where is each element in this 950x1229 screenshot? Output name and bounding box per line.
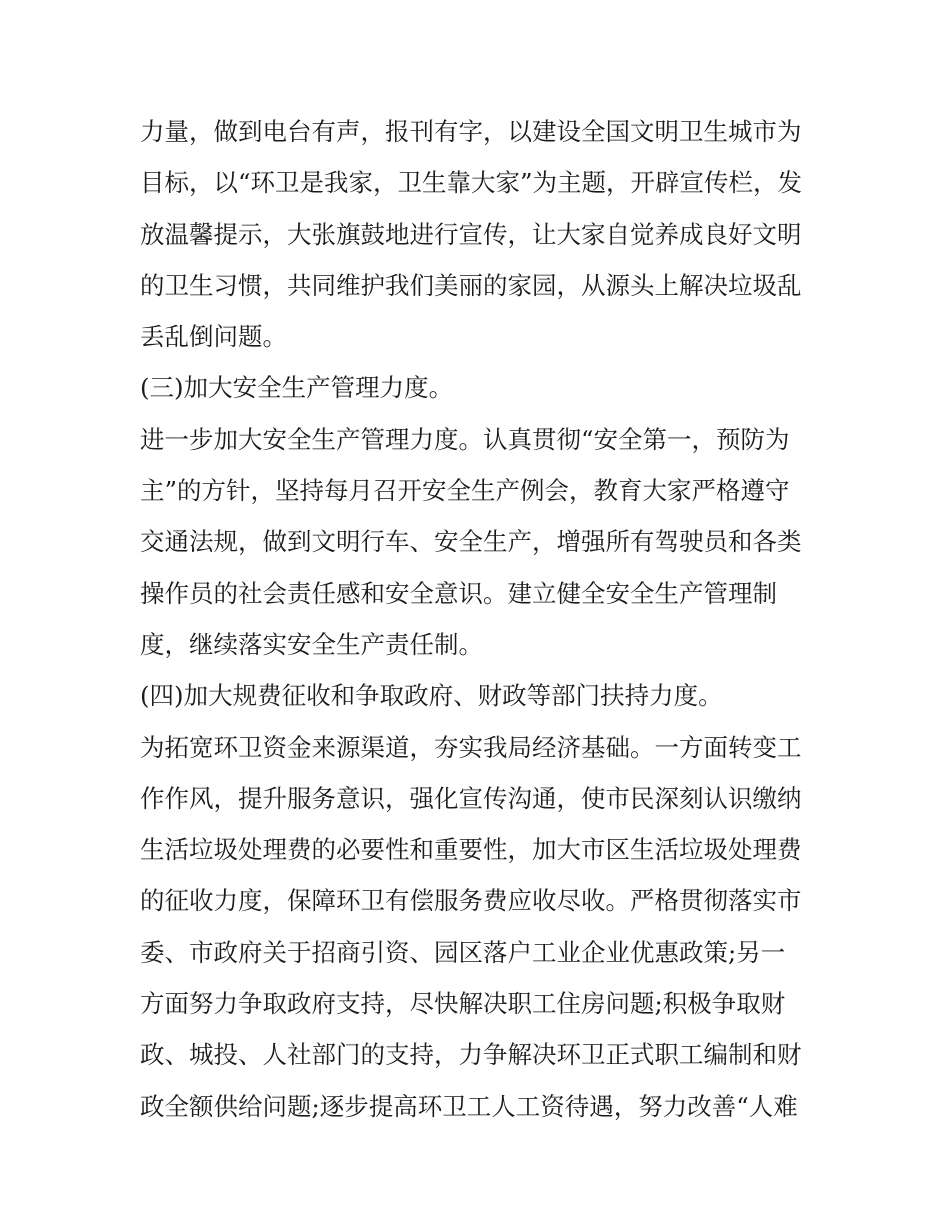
- text-line: 放温馨提示，大张旗鼓地进行宣传，让大家自觉养成良好文明: [140, 219, 802, 249]
- section-heading: (三)加大安全生产管理力度。: [140, 373, 454, 403]
- text-line: 进一步加大安全生产管理力度。认真贯彻“安全第一，预防为: [140, 424, 790, 454]
- text-line: 主”的方针，坚持每月召开安全生产例会，教育大家严格遵守: [140, 476, 790, 506]
- text-line: 作作风，提升服务意识，强化宣传沟通，使市民深刻认识缴纳: [140, 783, 802, 813]
- text-line: 的卫生习惯，共同维护我们美丽的家园，从源头上解决垃圾乱: [140, 270, 802, 300]
- text-line: 操作员的社会责任感和安全意识。建立健全安全生产管理制: [140, 578, 777, 608]
- text-line: 交通法规，做到文明行车、安全生产，增强所有驾驶员和各类: [140, 527, 802, 557]
- text-line: 委、市政府关于招商引资、园区落户工业企业优惠政策;另一: [140, 937, 786, 967]
- text-line: 丢乱倒问题。: [140, 322, 287, 352]
- text-line: 政全额供给问题;逐步提高环卫工人工资待遇，努力改善“人难: [140, 1091, 798, 1121]
- text-line: 生活垃圾处理费的必要性和重要性，加大市区生活垃圾处理费: [140, 835, 802, 865]
- text-line: 的征收力度，保障环卫有偿服务费应收尽收。严格贯彻落实市: [140, 886, 802, 916]
- text-line: 方面努力争取政府支持，尽快解决职工住房问题;积极争取财: [140, 989, 786, 1019]
- document-body: [140, 106, 820, 1132]
- section-heading: (四)加大规费征收和争取政府、财政等部门扶持力度。: [140, 681, 723, 711]
- text-line: 目标，以“环卫是我家，卫生靠大家”为主题，开辟宣传栏，发: [140, 168, 803, 198]
- text-line: 为拓宽环卫资金来源渠道，夯实我局经济基础。一方面转变工: [140, 732, 802, 762]
- text-line: 政、城投、人社部门的支持，力争解决环卫正式职工编制和财: [140, 1040, 802, 1070]
- text-line: 度，继续落实安全生产责任制。: [140, 629, 483, 659]
- text-line: 力量，做到电台有声，报刊有字，以建设全国文明卫生城市为: [140, 117, 802, 146]
